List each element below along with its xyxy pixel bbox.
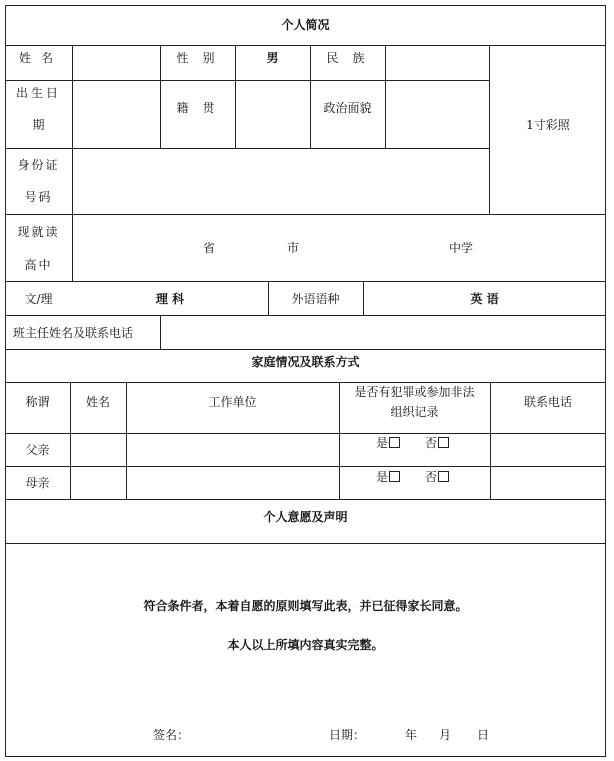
checkbox-icon[interactable] (438, 437, 449, 448)
statement-line-1: 符合条件者，本着自愿的原则填写此表，并已征得家长同意。 (143, 599, 468, 613)
header-name: 姓名 (85, 395, 110, 409)
form-border-top (5, 5, 606, 6)
political-status-label: 政治面貌 (323, 101, 372, 115)
father-label: 父亲 (25, 443, 50, 457)
mother-record-yes: 是 (376, 470, 400, 484)
header-criminal-record-2: 组织记录 (390, 405, 439, 419)
date-label: 日期： (329, 728, 366, 742)
language-value: 英 语 (470, 292, 499, 306)
date-year: 年 (405, 728, 418, 742)
gender-label: 性别 (176, 51, 229, 65)
id-label-1: 身份证 (17, 158, 60, 172)
school-label-1: 现就读 (17, 225, 60, 239)
city-label: 市 (287, 241, 300, 255)
checkbox-icon[interactable] (389, 437, 400, 448)
header-work-unit: 工作单位 (208, 395, 257, 409)
teacher-contact-label: 班主任姓名及联系电话 (13, 326, 134, 340)
header-criminal-record-1: 是否有犯罪或参加非法 (354, 385, 475, 399)
native-place-label: 籍贯 (176, 101, 229, 115)
section-title-personal: 个人简况 (281, 18, 330, 32)
name-label: 姓名 (18, 51, 63, 65)
id-label-2: 号码 (24, 190, 53, 204)
track-label: 文/理 (24, 292, 53, 306)
birth-label-2: 期 (32, 118, 45, 132)
ethnicity-label: 民族 (326, 51, 379, 65)
gender-value: 男 (266, 51, 279, 65)
form-border-bottom (5, 756, 606, 757)
language-label: 外语语种 (291, 292, 340, 306)
province-label: 省 (203, 241, 216, 255)
header-relation: 称谓 (25, 395, 50, 409)
checkbox-icon[interactable] (389, 471, 400, 482)
date-month: 月 (439, 728, 452, 742)
date-day: 日 (477, 728, 490, 742)
father-record-no: 否 (425, 436, 449, 450)
father-record-yes: 是 (376, 436, 400, 450)
mother-record-no: 否 (425, 470, 449, 484)
birth-label-1: 出生日 (15, 86, 61, 100)
mother-label: 母亲 (25, 476, 50, 490)
checkbox-icon[interactable] (438, 471, 449, 482)
section-title-statement: 个人意愿及声明 (263, 510, 348, 524)
signature-label: 签名： (153, 728, 190, 742)
school-label-2: 高中 (24, 258, 53, 272)
section-title-family: 家庭情况及联系方式 (251, 355, 360, 369)
middle-school-label: 中学 (449, 241, 474, 255)
photo-placeholder: 1寸彩照 (526, 118, 570, 132)
track-value: 理 科 (155, 292, 185, 306)
header-phone: 联系电话 (523, 395, 572, 409)
statement-line-2: 本人以上所填内容真实完整。 (227, 638, 384, 652)
